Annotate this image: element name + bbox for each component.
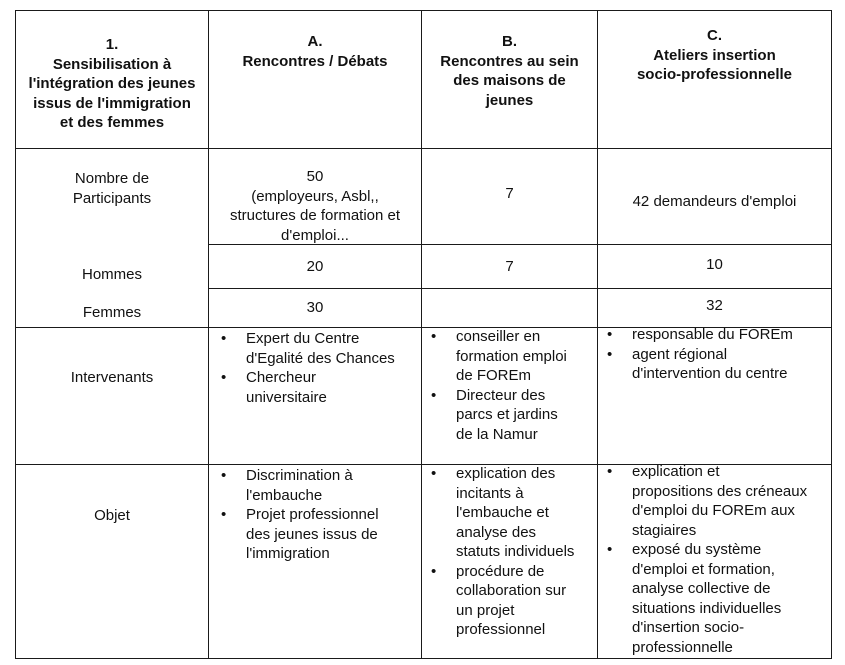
- intervenants-a: [218, 329, 418, 407]
- hommes-label: Hommes: [81, 266, 142, 283]
- list-item: • Directeur des parcs et jardins de la Namur: [428, 386, 596, 445]
- list-item: • Chercheur universitaire: [218, 368, 418, 407]
- femmes-c: 32: [706, 297, 723, 314]
- list-item: • explication des incitants à l'embauche et analyse des statuts individuels: [428, 464, 596, 562]
- header-col-a: A. Rencontres / Débats: [242, 33, 388, 70]
- hommes-c: 10: [706, 256, 723, 273]
- list-item: • agent régional d'intervention du centre: [604, 345, 830, 384]
- intervenants-c: [604, 325, 830, 384]
- list-item: • explication et propositions des créneaux d'emploi du FOREm aux stagiaires: [604, 462, 830, 540]
- participants-a: 50 (employeurs, Asbl,, structures de formation et d'emploi...: [229, 168, 401, 244]
- participants-c: 42 demandeurs d'emploi: [632, 193, 797, 210]
- header-col-b: B. Rencontres au sein des maisons de jeunes: [440, 33, 579, 109]
- participants-label: Nombre de Participants: [72, 170, 152, 207]
- intervenants-b: [428, 327, 596, 444]
- list-item: • procédure de collaboration sur un projet professionnel: [428, 562, 596, 640]
- hommes-a: 20: [306, 258, 324, 275]
- list-item: • Discrimination à l'embauche: [218, 466, 418, 505]
- list-item: • conseiller en formation emploi de FOREm: [428, 327, 596, 386]
- header-col-c: C. Ateliers insertion socio-professionnelle: [636, 27, 793, 83]
- list-item: • exposé du système d'emploi et formation, analyse collective de situations individuelles d'insertion socio- professionnelle: [604, 540, 830, 657]
- femmes-label: Femmes: [82, 304, 142, 321]
- table-border-top: [15, 10, 832, 11]
- hommes-b: 7: [505, 258, 514, 275]
- header-col1: 1. Sensibilisation à l'intégration des jeunes issus de l'immigration et des femmes: [28, 36, 196, 131]
- femmes-a: 30: [306, 299, 324, 316]
- objet-a: [218, 466, 418, 564]
- column-divider-c: [597, 10, 598, 659]
- list-item: • Expert du Centre d'Egalité des Chances: [218, 329, 418, 368]
- header-divider: [15, 148, 832, 149]
- objet-label: Objet: [94, 507, 130, 524]
- participants-b: 7: [505, 185, 514, 202]
- hommes-divider: [208, 288, 832, 289]
- list-item: • Projet professionnel des jeunes issus de l'immigration: [218, 505, 418, 564]
- table-border-bottom: [15, 658, 832, 659]
- objet-b: [428, 464, 596, 640]
- intervenants-label: Intervenants: [70, 369, 154, 386]
- column-divider-a: [208, 10, 209, 659]
- table-border-right: [831, 10, 832, 659]
- list-item: • responsable du FOREm: [604, 325, 830, 345]
- objet-c: [604, 462, 830, 657]
